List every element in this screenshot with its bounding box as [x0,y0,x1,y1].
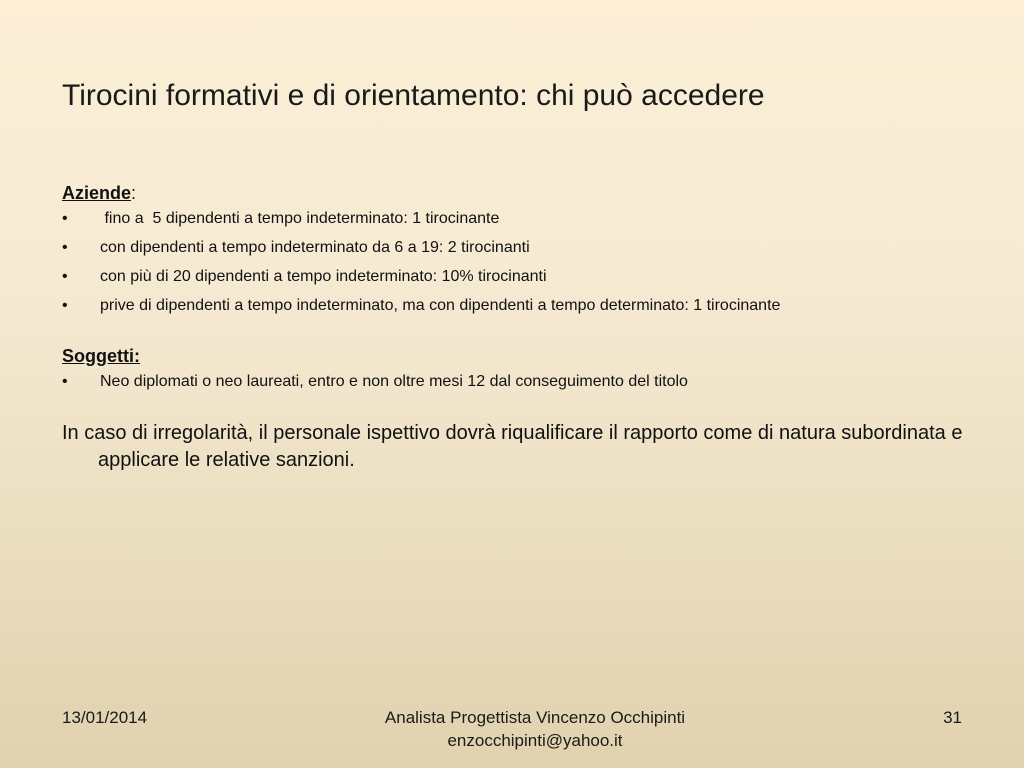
list-item-text: con dipendenti a tempo indeterminato da 6 a 19: 2 tirocinanti [100,239,530,256]
list-item-text: fino a 5 dipendenti a tempo indeterminato: 1 tirocinante [100,210,500,227]
soggetti-heading [62,345,992,367]
list-item [62,262,992,291]
bullet-icon: • [62,210,68,227]
bullet-icon: • [62,297,68,314]
footer-email: enzocchipinti@yahoo.it [447,731,623,750]
bullet-icon: • [62,373,68,390]
soggetti-list [62,367,992,396]
slide-title: Tirocini formativi e di orientamento: chi può accedere [62,79,765,112]
list-item [62,233,992,262]
list-item-text: con più di 20 dipendenti a tempo indeterminato: 10% tirocinanti [100,268,547,285]
footer-page-number: 31 [943,708,962,727]
irregularity-paragraph: In caso di irregolarità, il personale ispettivo dovrà riqualificare il rapporto come di natura subordinata e applicare le relative sanzioni. [62,422,963,471]
footer-author: Analista Progettista Vincenzo Occhipinti [384,708,686,727]
aziende-heading-colon: : [131,183,137,203]
footer-date: 13/01/2014 [62,708,148,727]
bullet-icon: • [62,268,68,285]
aziende-heading-label: Aziende [62,183,132,203]
list-item [62,367,992,396]
list-item [62,291,992,320]
list-item [62,204,992,233]
list-item-text: Neo diplomati o neo laureati, entro e non oltre mesi 12 dal conseguimento del titolo [100,373,688,390]
list-item-text: prive di dipendenti a tempo indeterminato, ma con dipendenti a tempo determinato: 1 tirocinante [100,297,781,314]
footer-author-block [330,706,740,752]
soggetti-heading-label: Soggetti: [62,346,140,366]
aziende-heading [62,182,992,204]
aziende-list [62,204,992,320]
slide-content [62,182,992,474]
bullet-icon: • [62,239,68,256]
